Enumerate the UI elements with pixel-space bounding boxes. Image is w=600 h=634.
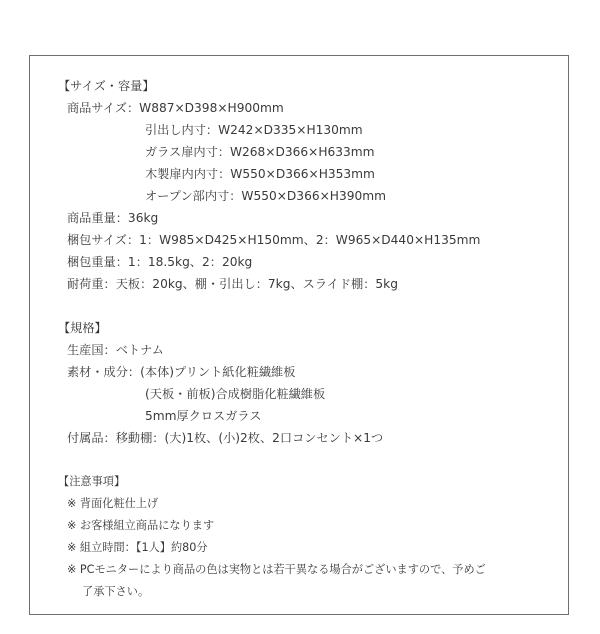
spec-section-heading: 【規格】 <box>58 321 107 335</box>
package-weight: 梱包重量：1：18.5kg、2：20kg <box>67 255 253 269</box>
glass-door-inner-size: ガラス扉内寸：W268×D366×H633mm <box>145 145 375 159</box>
country-of-origin: 生産国：ベトナム <box>67 343 164 357</box>
note-assembly-required: ※ お客様組立商品になります <box>67 519 215 532</box>
load-capacity: 耐荷重：天板：20kg、棚・引出し：7kg、スライド棚：5kg <box>67 277 398 291</box>
size-section-heading: 【サイズ・容量】 <box>58 79 155 93</box>
material-glass: 5mm厚クロスガラス <box>145 409 262 423</box>
package-size: 梱包サイズ：1：W985×D425×H150mm、2：W965×D440×H135mm <box>67 233 481 247</box>
note-color-disclaimer-line1: ※ PCモニターにより商品の色は実物とは若干異なる場合がございますので、予めご <box>67 563 486 576</box>
note-assembly-time: ※ 組立時間：【1人】約80分 <box>67 541 208 554</box>
material-body: 素材・成分：(本体)プリント紙化粧繊維板 <box>67 365 296 379</box>
open-inner-size: オープン部内寸：W550×D366×H390mm <box>145 189 386 203</box>
product-size: 商品サイズ：W887×D398×H900mm <box>67 101 284 115</box>
accessories: 付属品：移動棚：(大)1枚、(小)2枚、2口コンセント×1つ <box>67 431 384 445</box>
note-back-finish: ※ 背面化粧仕上げ <box>67 497 159 510</box>
material-top: (天板・前板)合成樹脂化粧繊維板 <box>145 387 326 401</box>
drawer-inner-size: 引出し内寸：W242×D335×H130mm <box>145 123 363 137</box>
notes-section-heading: 【注意事項】 <box>58 475 126 488</box>
spec-box <box>29 55 569 615</box>
note-color-disclaimer-line2: 了承下さい。 <box>82 585 150 598</box>
product-weight: 商品重量：36kg <box>67 211 159 225</box>
wood-door-inner-size: 木製扉内内寸：W550×D366×H353mm <box>145 167 375 181</box>
